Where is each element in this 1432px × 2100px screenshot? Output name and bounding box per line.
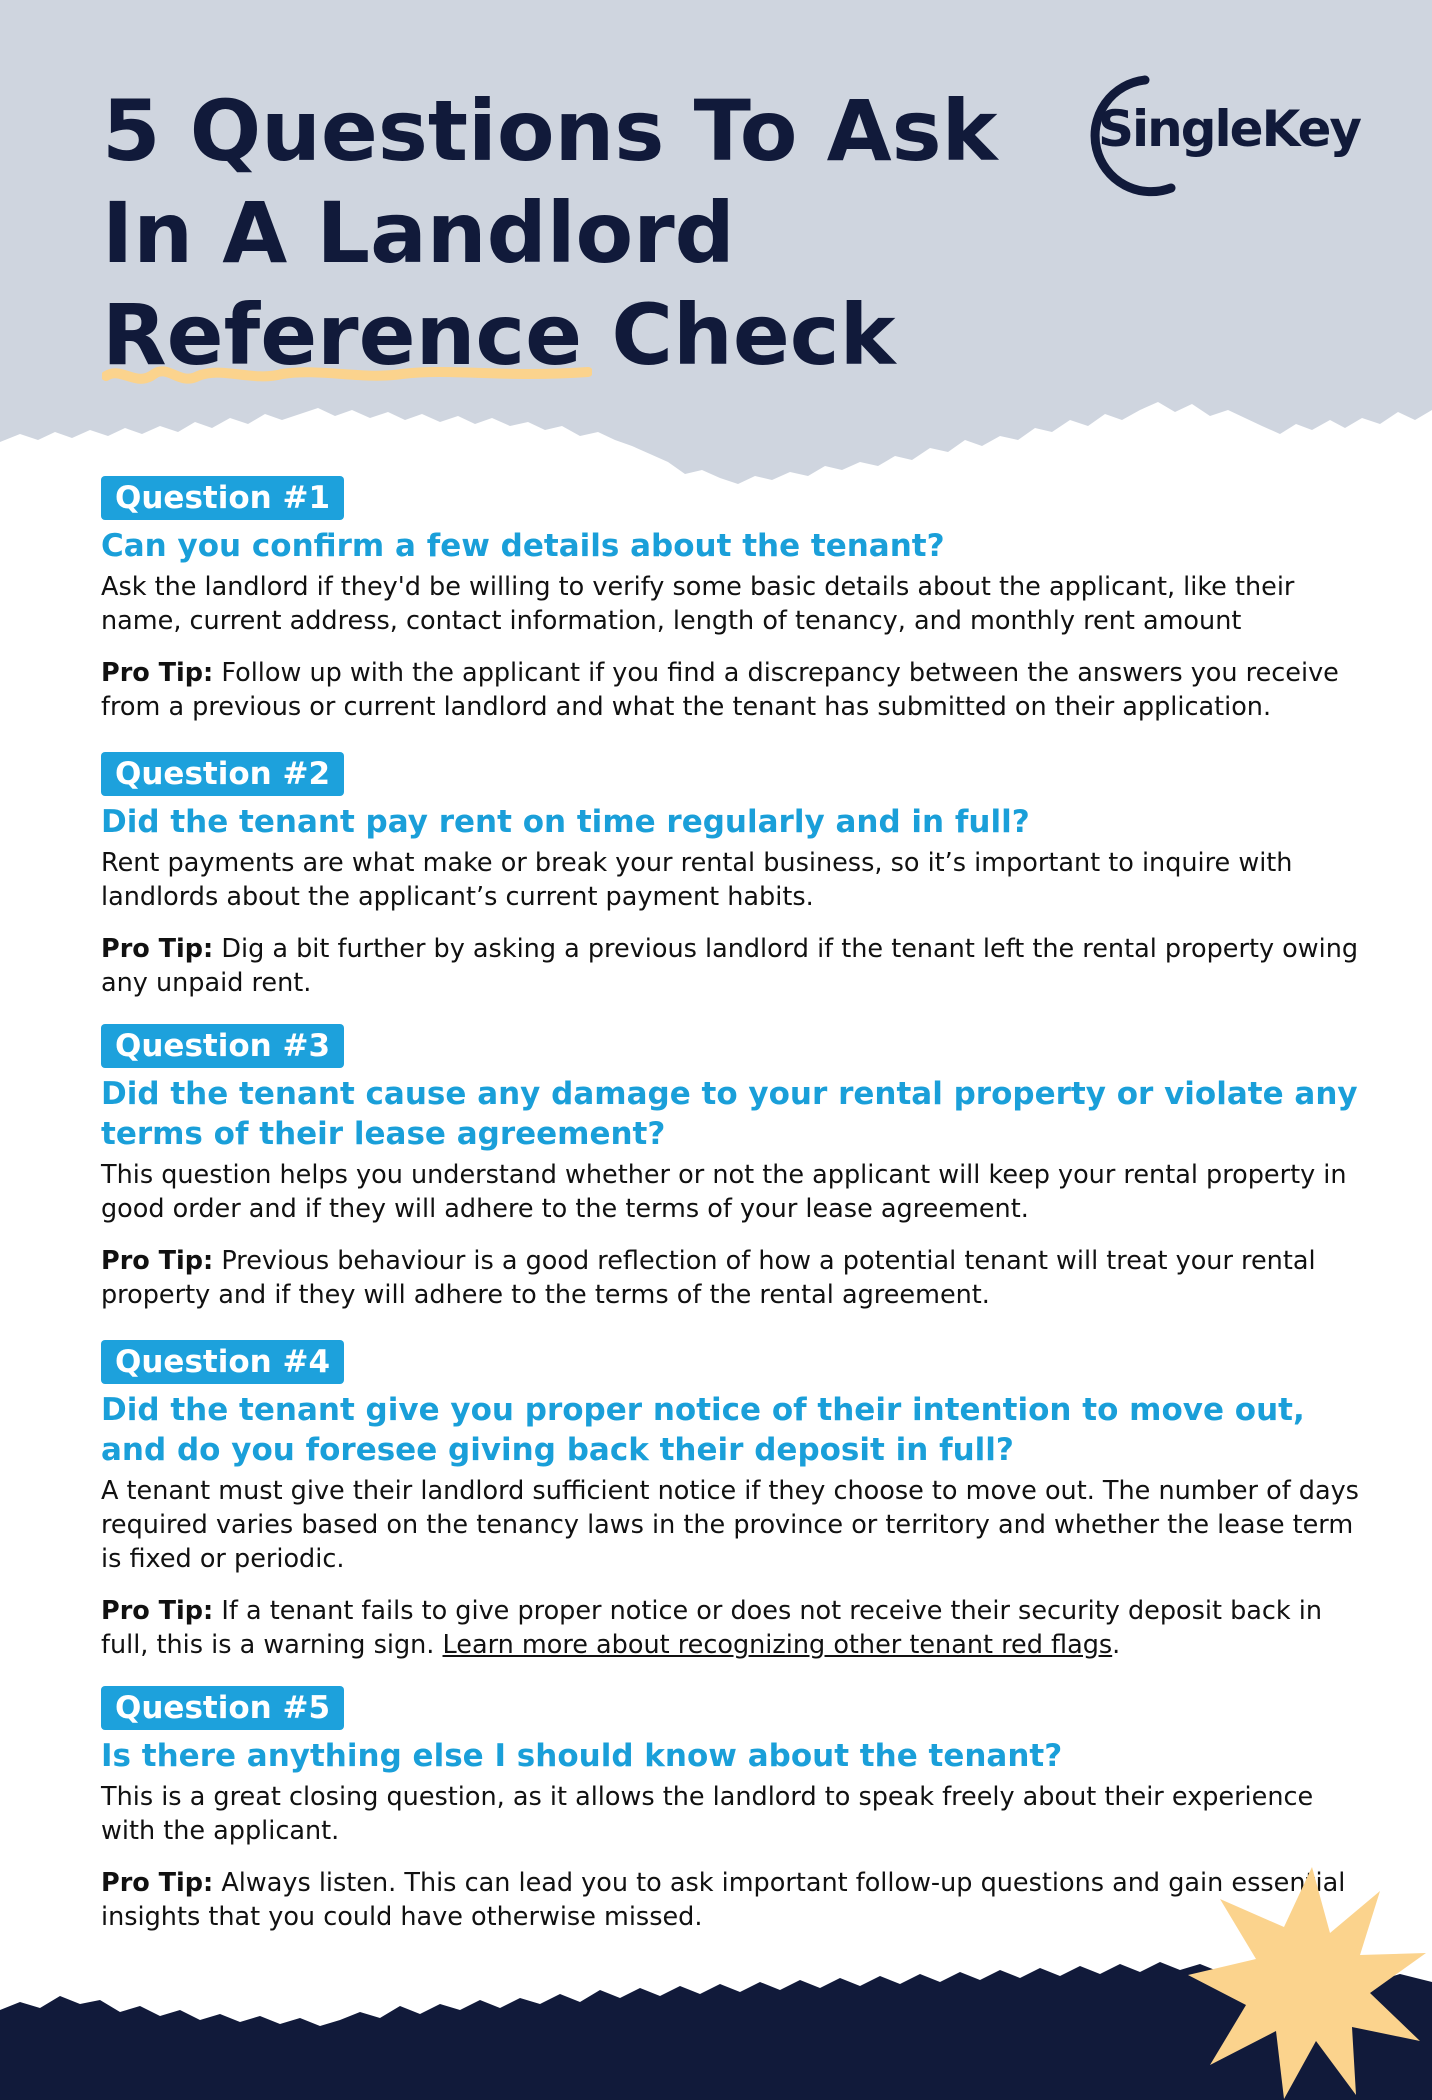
question-section-3: [101, 1024, 1361, 1312]
question-badge: Question #5: [101, 1686, 344, 1730]
pro-tip-label: Pro Tip:: [101, 1596, 214, 1626]
pro-tip-text: If a tenant fails to give proper notice or does not receive their security deposit back in full, this is a warning sign.: [101, 1596, 1323, 1660]
pro-tip: [101, 656, 1361, 724]
question-description: Ask the landlord if they'd be willing to verify some basic details about the applicant, like their name, current address, contact information, length of tenancy, and monthly rent amount: [101, 572, 1295, 636]
pro-tip-text: Dig a bit further by asking a previous landlord if the tenant left the rental property owing any unpaid rent.: [101, 934, 1359, 998]
pro-tip-label: Pro Tip:: [101, 1246, 214, 1276]
pro-tip-text: Previous behaviour is a good reflection of how a potential tenant will treat your rental property and if they will adhere to the terms of the rental agreement.: [101, 1246, 1316, 1310]
pro-tip-end: .: [1112, 1630, 1121, 1660]
question-heading: Did the tenant cause any damage to your rental property or violate any terms of their lease agreement?: [101, 1076, 1358, 1152]
question-section-4: [101, 1340, 1361, 1662]
title-line-1: 5 Questions To Ask: [102, 82, 998, 180]
question-badge: Question #4: [101, 1340, 344, 1384]
question-badge: Question #2: [101, 752, 344, 796]
question-description: A tenant must give their landlord sufficient notice if they choose to move out. The number of days required varies based on the tenancy laws in the province or territory and whether the lease term is fixed or periodic.: [101, 1476, 1359, 1574]
starburst-icon: [1180, 1855, 1432, 2100]
question-heading: Did the tenant give you proper notice of their intention to move out, and do you foresee giving back their deposit in full?: [101, 1392, 1305, 1468]
logo-text: SingleKey: [1098, 100, 1360, 158]
question-section-2: [101, 752, 1361, 1000]
question-description: This is a great closing question, as it allows the landlord to speak freely about their experience with the applicant.: [101, 1782, 1314, 1846]
red-flags-link[interactable]: Learn more about recognizing other tenant red flags: [442, 1630, 1113, 1660]
question-section-1: [101, 476, 1361, 724]
question-heading: Did the tenant pay rent on time regularly and in full?: [101, 804, 1030, 840]
pro-tip: [101, 1594, 1361, 1662]
question-description: This question helps you understand whether or not the applicant will keep your rental property in good order and if they will adhere to the terms of your lease agreement.: [101, 1160, 1347, 1224]
question-description: Rent payments are what make or break your rental business, so it’s important to inquire with landlords about the applicant’s current payment habits.: [101, 848, 1293, 912]
question-badge: Question #3: [101, 1024, 344, 1068]
pro-tip: [101, 1866, 1361, 1934]
title-line-2: In A Landlord: [102, 184, 735, 282]
page-title: [102, 80, 1002, 386]
question-heading: Can you confirm a few details about the tenant?: [101, 528, 945, 564]
question-badge: Question #1: [101, 476, 344, 520]
questions-list: [101, 476, 1361, 1934]
pro-tip: [101, 932, 1361, 1000]
pro-tip-text: Follow up with the applicant if you find a discrepancy between the answers you receive from a previous or current landlord and what the tenant has submitted on their application.: [101, 658, 1339, 722]
title-line-3: Reference Check: [102, 286, 896, 384]
pro-tip: [101, 1244, 1361, 1312]
pro-tip-label: Pro Tip:: [101, 658, 214, 688]
pro-tip-label: Pro Tip:: [101, 934, 214, 964]
question-section-5: [101, 1686, 1361, 1934]
question-heading: Is there anything else I should know about the tenant?: [101, 1738, 1063, 1774]
pro-tip-text: Always listen. This can lead you to ask important follow-up questions and gain essential insights that you could have otherwise missed.: [101, 1868, 1346, 1932]
title-underline-scribble: [102, 360, 592, 394]
pro-tip-label: Pro Tip:: [101, 1868, 214, 1898]
